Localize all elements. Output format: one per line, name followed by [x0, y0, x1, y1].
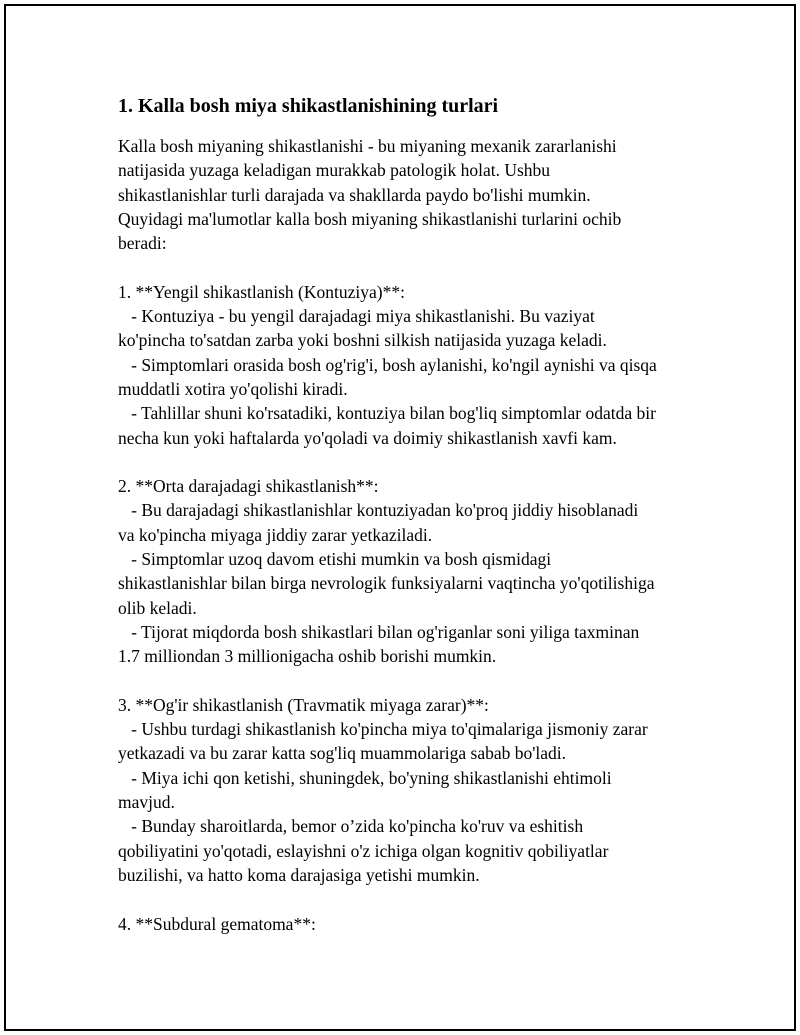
text-line: 1.7 milliondan 3 millionigacha oshib borishi mumkin.	[118, 646, 497, 667]
text-line: - Simptomlari orasida bosh og'rig'i, bosh aylanishi, ko'ngil aynishi va qisqa	[118, 354, 657, 375]
text-line: Quyidagi ma'lumotlar kalla bosh miyaning shikastlanishi turlarini ochib	[118, 208, 622, 229]
text-line: ko'pincha to'satdan zarba yoki boshni silkish natijasida yuzaga keladi.	[118, 330, 607, 351]
text-line: shikastlanishlar bilan birga nevrologik funksiyalarni vaqtincha yo'qotilishiga	[118, 573, 655, 594]
list-heading-1: 1. **Yengil shikastlanish (Kontuziya)**:	[118, 281, 405, 302]
text-line: olib keladi.	[118, 597, 197, 618]
blank-line	[118, 887, 708, 911]
text-line: buzilishi, va hatto koma darajasiga yetishi mumkin.	[118, 864, 480, 885]
list-heading-3: 3. **Og'ir shikastlanish (Travmatik miyaga zarar)**:	[118, 694, 489, 715]
body-text	[118, 134, 708, 936]
text-line: muddatli xotira yo'qolishi kiradi.	[118, 378, 348, 399]
document-body	[118, 94, 708, 936]
text-line: qobiliyatini yo'qotadi, eslayishni o'z ichiga olgan kognitiv qobiliyatlar	[118, 840, 609, 861]
blank-line	[118, 255, 708, 279]
text-line: - Tahlillar shuni ko'rsatadiki, kontuziya bilan bog'liq simptomlar odatda bir	[118, 403, 656, 424]
section-heading: 1. Kalla bosh miya shikastlanishining turlari	[118, 95, 499, 117]
text-line: - Miya ichi qon ketishi, shuningdek, bo'yning shikastlanishi ehtimoli	[118, 767, 612, 788]
text-line: yetkazadi va bu zarar katta sog'liq muammolariga sabab bo'ladi.	[118, 743, 567, 764]
list-heading-4: 4. **Subdural gematoma**:	[118, 913, 316, 934]
text-line: - Kontuziya - bu yengil darajadagi miya shikastlanishi. Bu vaziyat	[118, 306, 595, 327]
text-line: beradi:	[118, 233, 167, 254]
text-line: - Ushbu turdagi shikastlanish ko'pincha miya to'qimalariga jismoniy zarar	[118, 719, 648, 740]
text-line: shikastlanishlar turli darajada va shakllarda paydo bo'lishi mumkin.	[118, 184, 591, 205]
blank-line	[118, 450, 708, 474]
blank-line	[118, 669, 708, 693]
text-line: mavjud.	[118, 792, 175, 813]
text-line: - Bunday sharoitlarda, bemor o’zida ko'pincha ko'ruv va eshitish	[118, 816, 584, 837]
list-heading-2: 2. **Orta darajadagi shikastlanish**:	[118, 476, 379, 497]
text-line: - Tijorat miqdorda bosh shikastlari bilan og'riganlar soni yiliga taxminan	[118, 621, 640, 642]
text-line: Kalla bosh miyaning shikastlanishi - bu miyaning mexanik zararlanishi	[118, 136, 617, 156]
text-line: natijasida yuzaga keladigan murakkab patologik holat. Ushbu	[118, 160, 551, 181]
text-line: - Simptomlar uzoq davom etishi mumkin va bosh qismidagi	[118, 549, 552, 570]
text-line: - Bu darajadagi shikastlanishlar kontuziyadan ko'proq jiddiy hisoblanadi	[118, 500, 639, 521]
text-line: va ko'pincha miyaga jiddiy zarar yetkaziladi.	[118, 524, 433, 545]
text-line: necha kun yoki haftalarda yo'qoladi va doimiy shikastlanish xavfi kam.	[118, 427, 617, 448]
